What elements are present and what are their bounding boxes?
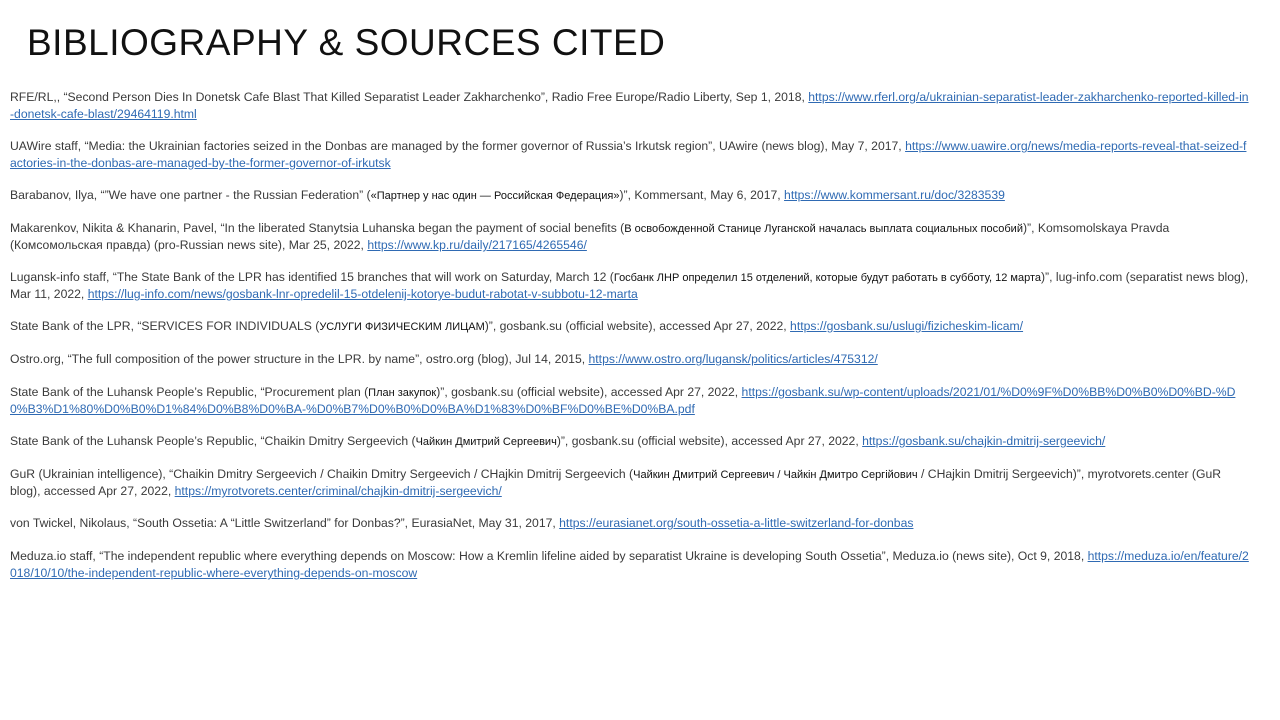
reference-link[interactable]: https://gosbank.su/wp-content/uploads/2021/01/%D0%9F%D0%BB%D0%B0%D0%BD-%D0%B3%D1%80%D0%B0%D1%84%D0%B8%D0%BA-%D0%B7%D0%B0%D0%BA%D1%83%D0%BF%D0%BE%D0%BA.pdf (10, 385, 1236, 416)
reference-item (10, 515, 1250, 532)
reference-link[interactable]: https://myrotvorets.center/criminal/chajkin-dmitrij-sergeevich/ (174, 484, 502, 498)
reference-russian-title: В освобожденной Станице Луганской началась выплата социальных пособий (624, 223, 1023, 235)
reference-russian-title: Госбанк ЛНР определил 15 отделений, которые будут работать в субботу, 12 марта (613, 272, 1041, 284)
reference-link[interactable]: https://www.uawire.org/news/media-reports-reveal-that-seized-factories-in-the-donbas-are-managed-by-the-former-governor-of-irkutsk (10, 139, 1247, 170)
reference-item (10, 384, 1250, 417)
reference-item (10, 138, 1250, 171)
reference-russian-title: УСЛУГИ ФИЗИЧЕСКИМ ЛИЦАМ (319, 321, 485, 333)
reference-item (10, 220, 1250, 253)
reference-item (10, 187, 1250, 204)
reference-link[interactable]: https://gosbank.su/chajkin-dmitrij-sergeevich/ (862, 434, 1106, 448)
reference-link[interactable]: https://www.rferl.org/a/ukrainian-separatist-leader-zakharchenko-reported-killed-in-donetsk-cafe-blast/29464119.html (10, 90, 1249, 121)
reference-text: Ostro.org, “The full composition of the power structure in the LPR. by name”, ostro.org (blog), Jul 14, 2015, (10, 352, 589, 366)
reference-link[interactable]: https://www.kommersant.ru/doc/3283539 (784, 188, 1005, 202)
reference-text-after: )”, Kommersant, May 6, 2017, (619, 188, 785, 202)
reference-list (10, 89, 1250, 597)
reference-link[interactable]: https://lug-info.com/news/gosbank-lnr-opredelil-15-otdelenij-kotorye-budut-rabotat-v-subbotu-12-marta (87, 287, 638, 301)
reference-link[interactable]: https://meduza.io/en/feature/2018/10/10/the-independent-republic-where-everything-depends-on-moscow (10, 549, 1249, 580)
reference-text-after: / CHajkin Dmitrij Sergeevich)”, myrotvorets.center (GuR blog), accessed Apr 27, 2022, (10, 467, 1222, 498)
reference-item (10, 318, 1250, 335)
reference-link[interactable]: https://www.ostro.org/lugansk/politics/articles/475312/ (588, 352, 878, 366)
reference-text: Lugansk-info staff, “The State Bank of the LPR has identified 15 branches that will work on Saturday, March 12 ( (10, 270, 614, 284)
reference-russian-title: План закупок (368, 387, 437, 399)
reference-text-after: )”, gosbank.su (official website), accessed Apr 27, 2022, (484, 319, 791, 333)
reference-text: State Bank of the Luhansk People’s Republic, “Chaikin Dmitry Sergeevich ( (10, 434, 416, 448)
reference-russian-title: «Партнер у нас один — Российская Федерация» (370, 190, 620, 202)
reference-item (10, 433, 1250, 450)
reference-text: GuR (Ukrainian intelligence), “Chaikin Dmitry Sergeevich / Chaikin Dmitry Sergeevich / CHajkin Dmitrij Sergeevich ( (10, 467, 634, 481)
reference-item (10, 548, 1250, 581)
reference-text-after: )”, gosbank.su (official website), accessed Apr 27, 2022, (556, 434, 863, 448)
reference-text: UAWire staff, “Media: the Ukrainian factories seized in the Donbas are managed by the former governor of Russia’s Irkutsk region”, UAwire (news blog), May 7, 2017, (10, 139, 906, 153)
reference-link[interactable]: https://gosbank.su/uslugi/fizicheskim-licam/ (790, 319, 1024, 333)
page-title: BIBLIOGRAPHY & SOURCES CITED (27, 22, 666, 63)
reference-item (10, 269, 1250, 302)
reference-russian-title: Чайкин Дмитрий Сергеевич / Чайкін Дмитро Сергійович (633, 469, 918, 481)
reference-item (10, 351, 1250, 368)
reference-text: von Twickel, Nikolaus, “South Ossetia: A “Little Switzerland” for Donbas?”, EurasiaNet, May 31, 2017, (10, 516, 560, 530)
reference-link[interactable]: https://www.kp.ru/daily/217165/4265546/ (367, 238, 587, 252)
reference-text: Makarenkov, Nikita & Khanarin, Pavel, “In the liberated Stanytsia Luhanska began the payment of social benefits ( (10, 221, 625, 235)
reference-text: State Bank of the LPR, “SERVICES FOR INDIVIDUALS ( (10, 319, 320, 333)
reference-link[interactable]: https://eurasianet.org/south-ossetia-a-little-switzerland-for-donbas (559, 516, 914, 530)
reference-russian-title: Чайкин Дмитрий Сергеевич (415, 436, 557, 448)
reference-text: Meduza.io staff, “The independent republic where everything depends on Moscow: How a Kremlin lifeline aided by separatist Ukraine is developing South Ossetia”, Meduza.io (news site), Oct 9, 2018, (10, 549, 1088, 563)
reference-text: RFE/RL,, “Second Person Dies In Donetsk Cafe Blast That Killed Separatist Leader Zakharchenko”, Radio Free Europe/Radio Liberty, Sep 1, 2018, (10, 90, 809, 104)
reference-text-after: )”, Komsomolskaya Pravda (Комсомольская правда) (pro-Russian news site), Mar 25, 2022, (10, 221, 1170, 252)
reference-text-after: )”, lug-info.com (separatist news blog), Mar 11, 2022, (10, 270, 1249, 301)
reference-item (10, 466, 1250, 499)
reference-text-after: )”, gosbank.su (official website), accessed Apr 27, 2022, (436, 385, 742, 399)
reference-text: Barabanov, Ilya, “”We have one partner - the Russian Federation” ( (10, 188, 371, 202)
reference-text: State Bank of the Luhansk People’s Republic, “Procurement plan ( (10, 385, 369, 399)
reference-item (10, 89, 1250, 122)
